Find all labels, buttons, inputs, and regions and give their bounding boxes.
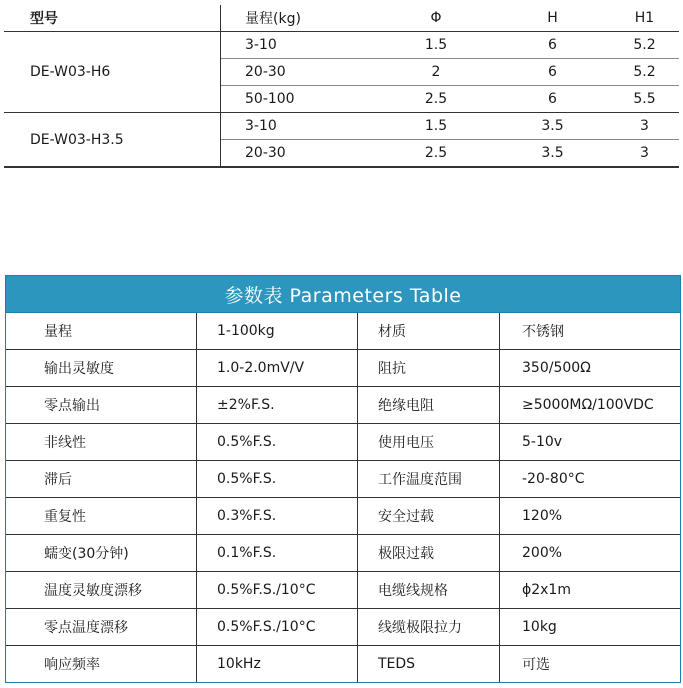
table-row: [6, 313, 680, 350]
param-name: 重复性: [6, 498, 197, 535]
param-name: 响应频率: [6, 646, 197, 683]
table-row: [6, 461, 680, 498]
table-row: [6, 424, 680, 461]
model-cell: DE-W03-H6: [4, 32, 221, 113]
param-value: ±2%F.S.: [197, 387, 358, 424]
range-cell: 3-10: [221, 113, 378, 140]
range-cell: 50-100: [221, 86, 378, 113]
param-name: 量程: [6, 313, 197, 350]
phi-cell: 1.5: [377, 113, 495, 140]
table-row: [6, 646, 680, 683]
parameters-table: [5, 275, 681, 683]
phi-cell: 1.5: [377, 32, 495, 59]
param-value: 120%: [500, 498, 681, 535]
h1-cell: 3: [610, 140, 679, 168]
param-value: 0.5%F.S./10°C: [197, 609, 358, 646]
param-value: ϕ2x1m: [500, 572, 681, 609]
h1-cell: 5.2: [610, 32, 679, 59]
dimension-header-row: [4, 5, 679, 32]
param-value: 1.0-2.0mV/V: [197, 350, 358, 387]
param-value: 0.5%F.S.: [197, 461, 358, 498]
header-model: 型号: [4, 5, 221, 32]
param-name: 电缆线规格: [358, 572, 500, 609]
param-name: 绝缘电阻: [358, 387, 500, 424]
param-value: 200%: [500, 535, 681, 572]
h-cell: 6: [495, 86, 610, 113]
table-row: [6, 535, 680, 572]
param-name: 安全过载: [358, 498, 500, 535]
table-row: [4, 113, 679, 140]
param-name: 滞后: [6, 461, 197, 498]
param-name: 输出灵敏度: [6, 350, 197, 387]
header-phi: Φ: [377, 5, 495, 32]
table-row: [6, 609, 680, 646]
param-value: 0.5%F.S.: [197, 424, 358, 461]
param-value: 0.1%F.S.: [197, 535, 358, 572]
h-cell: 6: [495, 59, 610, 86]
table-row: [6, 572, 680, 609]
phi-cell: 2: [377, 59, 495, 86]
param-name: 使用电压: [358, 424, 500, 461]
h1-cell: 3: [610, 113, 679, 140]
range-cell: 20-30: [221, 59, 378, 86]
param-value: ≥5000MΩ/100VDC: [500, 387, 681, 424]
table-row: [6, 350, 680, 387]
phi-cell: 2.5: [377, 86, 495, 113]
param-name: 零点温度漂移: [6, 609, 197, 646]
range-cell: 3-10: [221, 32, 378, 59]
param-value: 不锈钢: [500, 313, 681, 350]
param-value: 350/500Ω: [500, 350, 681, 387]
param-name: 零点输出: [6, 387, 197, 424]
param-value: 0.3%F.S.: [197, 498, 358, 535]
param-name: 材质: [358, 313, 500, 350]
h-cell: 6: [495, 32, 610, 59]
param-name: 温度灵敏度漂移: [6, 572, 197, 609]
param-value: -20-80°C: [500, 461, 681, 498]
header-range: 量程(kg): [221, 5, 378, 32]
param-name: 工作温度范围: [358, 461, 500, 498]
h-cell: 3.5: [495, 113, 610, 140]
param-value: 可选: [522, 657, 550, 673]
header-h: H: [495, 5, 610, 32]
param-name: TEDS: [358, 646, 500, 683]
dimension-table: [4, 5, 679, 168]
param-name: 非线性: [6, 424, 197, 461]
h-cell: 3.5: [495, 140, 610, 168]
param-name: 线缆极限拉力: [358, 609, 500, 646]
phi-cell: 2.5: [377, 140, 495, 168]
h1-cell: 5.5: [610, 86, 679, 113]
param-value: 5-10v: [500, 424, 681, 461]
model-cell: DE-W03-H3.5: [4, 113, 221, 168]
parameters-grid: [6, 313, 680, 682]
param-name: 极限过载: [358, 535, 500, 572]
param-value: 10kg: [500, 609, 681, 646]
header-h1: H1: [610, 5, 679, 32]
param-value: 1-100kg: [197, 313, 358, 350]
table-row: [6, 387, 680, 424]
param-value: 0.5%F.S./10°C: [197, 572, 358, 609]
param-name: 蠕变(30分钟): [6, 535, 197, 572]
param-name: 阻抗: [358, 350, 500, 387]
param-value: 10kHz: [197, 646, 358, 683]
range-cell: 20-30: [221, 140, 378, 168]
h1-cell: 5.2: [610, 59, 679, 86]
table-row: [4, 32, 679, 59]
table-row: [6, 498, 680, 535]
parameters-title: 参数表 Parameters Table: [6, 276, 680, 313]
